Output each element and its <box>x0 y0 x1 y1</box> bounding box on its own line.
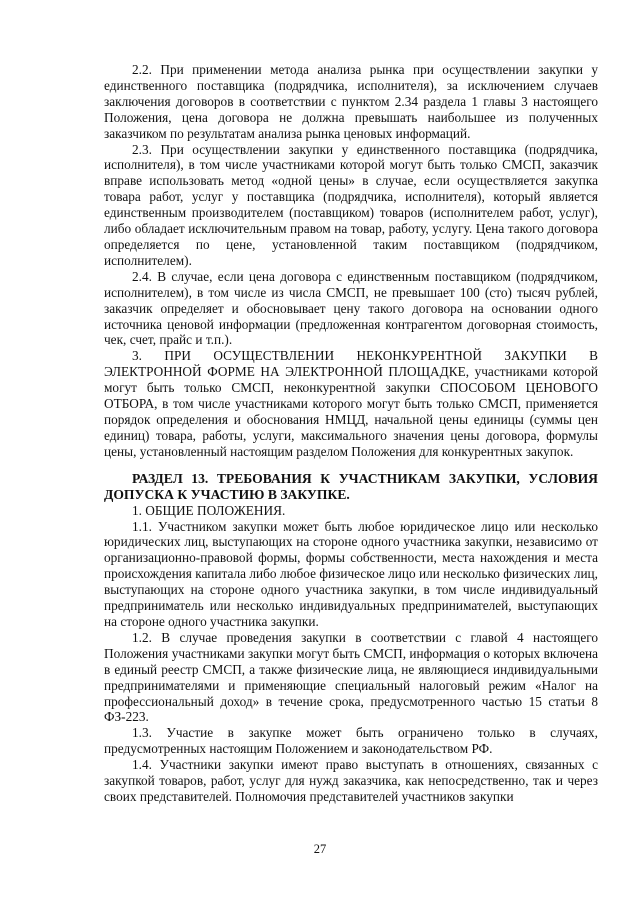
paragraph-1-2: 1.2. В случае проведения закупки в соответствии с главой 4 настоящего Положения участниками закупки могут быть СМСП, информация о которых включена в единый реестр СМСП, а также физические лица, не являющиеся индивидуальными предпринимателями и применяющие специальный налоговый режим «Налог на профессиональный доход» в течение срока, предусмотренного частью 15 статьи 8 ФЗ-223. <box>104 629 598 725</box>
paragraph-2-4: 2.4. В случае, если цена договора с единственным поставщиком (подрядчиком, исполнителем), в том числе из числа СМСП, не превышает 100 (сто) тысяч рублей, заказчик определяет и обосновывает цену такого договора на основании одного источника ценовой информации (предложенная контрагентом договорная стоимость, чек, счет, прайс и т.п.). <box>104 268 598 348</box>
paragraph-2-2: 2.2. При применении метода анализа рынка при осуществлении закупки у единственного поставщика (подрядчика, исполнителя), за исключением случаев заключения договоров в соответствии с пунктом 2.34 раздела 1 главы 3 настоящего Положения, цена договора не должна превышать наибольшее из полученных заказчиком по результатам анализа рынка ценовых информаций. <box>104 62 598 141</box>
paragraph-1-4: 1.4. Участники закупки имеют право выступать в отношениях, связанных с закупкой товаров, работ, услуг для нужд заказчика, как непосредственно, так и через своих представителей. Полномочия представителей участников закупки <box>104 757 598 804</box>
subsection-heading: 1. ОБЩИЕ ПОЛОЖЕНИЯ. <box>132 502 286 518</box>
page-number: 27 <box>313 842 327 856</box>
paragraph-2-3: 2.3. При осуществлении закупки у единственного поставщика (подрядчика, исполнителя), в том числе участниками которой могут быть только СМСП, заказчик вправе использовать метод «одной цены» в случае, если осуществляется закупка товара работ, услуг у поставщика (подрядчика, исполнителя), который является единственным производителем (поставщиком) товаров (исполнителем работ, услуг), либо обладает исключительным правом на товар, работу, услугу. Цена такого договора определяется по цене, установленной таким поставщиком (подрядчиком, исполнителем). <box>104 141 598 268</box>
paragraph-3: 3. ПРИ ОСУЩЕСТВЛЕНИИ НЕКОНКУРЕНТНОЙ ЗАКУПКИ В ЭЛЕКТРОННОЙ ФОРМЕ НА ЭЛЕКТРОННОЙ ПЛОЩАДКЕ, участниками которой могут быть только СМСП, неконкурентной закупки СПОСОБОМ ЦЕНОВОГО ОТБОРА, в том числе участниками которого могут быть только СМСП, применяется порядок определения и обоснования НМЦД, начальной цены единицы (суммы цен единиц) товара, работы, услуги, максимального значения цены договора, формулы цены, установленный настоящим разделом Положения для конкурентных закупок. <box>104 348 598 459</box>
paragraph-1-1: 1.1. Участником закупки может быть любое юридическое лицо или несколько юридических лиц, выступающих на стороне одного участника закупки, независимо от организационно-правовой формы, формы собственности, места нахождения и места происхождения капитала либо любое физическое лицо или несколько физических лиц, выступающих на стороне одного участника закупки, в том числе индивидуальный предприниматель или несколько индивидуальных предпринимателей, выступающих на стороне одного участника закупки. <box>104 518 598 629</box>
section-heading: РАЗДЕЛ 13. ТРЕБОВАНИЯ К УЧАСТНИКАМ ЗАКУПКИ, УСЛОВИЯ ДОПУСКА К УЧАСТИЮ В ЗАКУПКЕ. <box>104 470 598 502</box>
paragraph-1-3: 1.3. Участие в закупке может быть ограничено только в случаях, предусмотренных настоящим Положением и законодательством РФ. <box>104 725 598 757</box>
page-content <box>104 62 598 805</box>
